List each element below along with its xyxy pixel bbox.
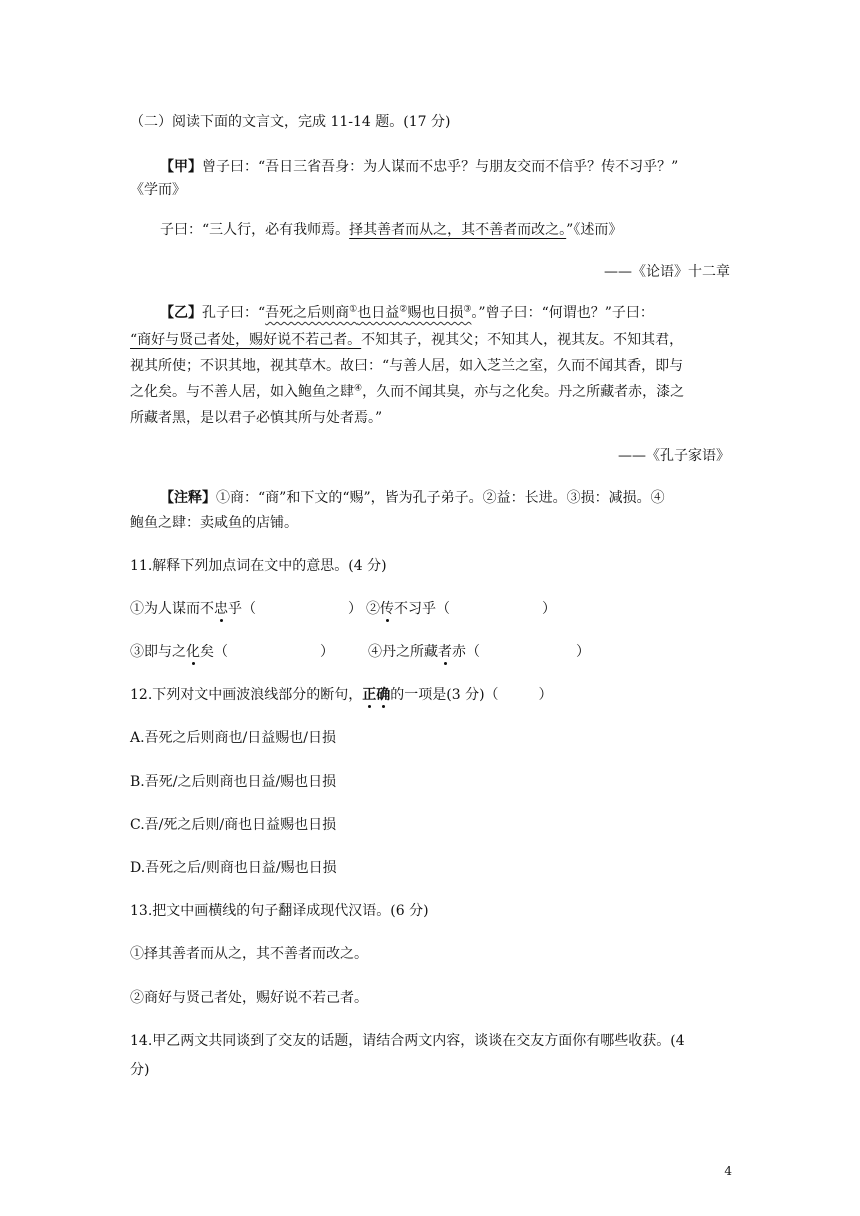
section-header: （二）阅读下面的文言文，完成 11-14 题。(17 分) [130,114,451,130]
yi-text-1a: 孔子曰：“ [202,305,266,321]
footnote-4: ④ [354,383,363,394]
q12-option-b: B.吾死/之后则商也日益/赐也日损 [130,774,337,790]
q12-stem [130,685,553,705]
yi-text-4b: ，久而不闻其臭，亦与之化矣。丹之所藏者赤，漆之 [362,384,685,400]
notes-line-2: 鲍鱼之肆：卖咸鱼的店铺。 [130,515,298,531]
q11-item-3-pre: ③即与之 [130,644,186,660]
footnote-2: ② [399,304,408,315]
notes-text-1: ①商：“商”和下文的“赐”，皆为孔子弟子。②益：长进。③损：减损。④ [216,490,665,506]
wavy-1: 吾死之后则商 [265,305,350,321]
q11-item-1-close: ） [348,601,362,617]
q11-item-4-dotted: 者 [438,644,452,660]
q12-emphasis-1: 正 [362,687,377,703]
q11-item-3-post: 矣（ [200,644,228,660]
q11-item-4-close: ） [576,644,590,660]
q11-row-2 [130,642,590,662]
q11-item-2-close: ） [542,601,556,617]
footnote-3: ③ [463,304,472,315]
q11-item-2-dotted: 传 [380,601,394,617]
yi-text-4a: 之化矣。与不善人居，如入鲍鱼之肆 [130,384,354,400]
yi-line-3: 视其所使；不识其地，视其草木。故曰：“与善人居，如入芝兰之室，久而不闻其香，即与 [130,358,684,374]
jia-line-2 [160,220,622,240]
jia-source-xueer: 《学而》 [130,182,186,198]
yi-line-2 [130,330,683,350]
jia-text-2-pre: 子曰：“三人行，必有我师焉。 [160,222,350,238]
notes-line-1 [160,488,665,508]
underlined-sentence-1: 择其善者而从之，其不善者而改之。 [349,222,567,238]
q11-item-2-post: 不习乎（ [394,601,450,617]
q11-item-4-post: 赤（ [452,644,480,660]
jia-tag: 【甲】 [160,159,202,175]
q13-sentence-2: ②商好与贤己者处，赐好说不若己者。 [130,990,368,1006]
q11-item-1-dotted: 忠 [214,601,228,617]
q12-option-c: C.吾/死之后则/商也日益赐也日损 [130,817,337,833]
q11-item-2-pre: ② [366,601,380,617]
q14-stem-line-2: 分) [130,1062,150,1078]
q12-stem-close: ） [538,687,553,703]
jia-text-2-post: ”《述而》 [566,222,623,238]
wavy-2: 也日益 [357,305,400,321]
q11-item-3-dotted: 化 [186,644,200,660]
wavy-line-text [265,305,471,321]
q11-item-3-close: ） [320,644,334,660]
footnote-1: ① [349,304,358,315]
q14-stem-line-1: 14.甲乙两文共同谈到了交友的话题，请结合两文内容，谈谈在交友方面你有哪些收获。(4 [130,1033,685,1049]
yi-text-2: 不知其子，视其父；不知其人，视其友。不知其君， [361,332,684,348]
yi-source: ——《孔子家语》 [618,448,730,464]
jia-line-1 [160,157,678,177]
q11-row-1 [130,599,556,619]
yi-text-1b: 。”曾子曰：“何谓也？”子曰： [471,305,654,321]
q13-stem: 13.把文中画横线的句子翻译成现代汉语。(6 分) [130,903,429,919]
underlined-sentence-2: “商好与贤己者处，赐好说不若己者。 [130,332,362,348]
q11-item-4-pre: ④丹之所藏 [368,644,438,660]
q11-item-1-post: 乎（ [228,601,256,617]
q13-sentence-1: ①择其善者而从之，其不善者而改之。 [130,946,368,962]
yi-line-5: 所藏者黑，是以君子必慎其所与处者焉。” [130,410,383,426]
jia-source: ——《论语》十二章 [604,264,730,280]
q11-stem: 11.解释下列加点词在文中的意思。(4 分) [130,558,387,574]
page-number: 4 [724,1164,732,1178]
q12-emphasis-2: 确 [376,687,391,703]
q12-stem-post: 的一项是(3 分)（ [390,687,499,703]
q12-stem-pre: 12.下列对文中画波浪线部分的断句， [130,687,363,703]
q12-option-a: A.吾死之后则商也/日益赐也/日损 [130,730,336,746]
yi-line-4 [130,382,684,402]
yi-line-1 [160,303,654,323]
q11-item-1-pre: ①为人谋而不 [130,601,214,617]
jia-text-1: 曾子曰：“吾日三省吾身：为人谋而不忠乎？与朋友交而不信乎？传不习乎？” [202,159,679,175]
q12-option-d: D.吾死之后/则商也日益/赐也日损 [130,860,337,876]
yi-tag: 【乙】 [160,305,202,321]
wavy-3: 赐也日损 [407,305,464,321]
notes-tag: 【注释】 [160,490,216,506]
